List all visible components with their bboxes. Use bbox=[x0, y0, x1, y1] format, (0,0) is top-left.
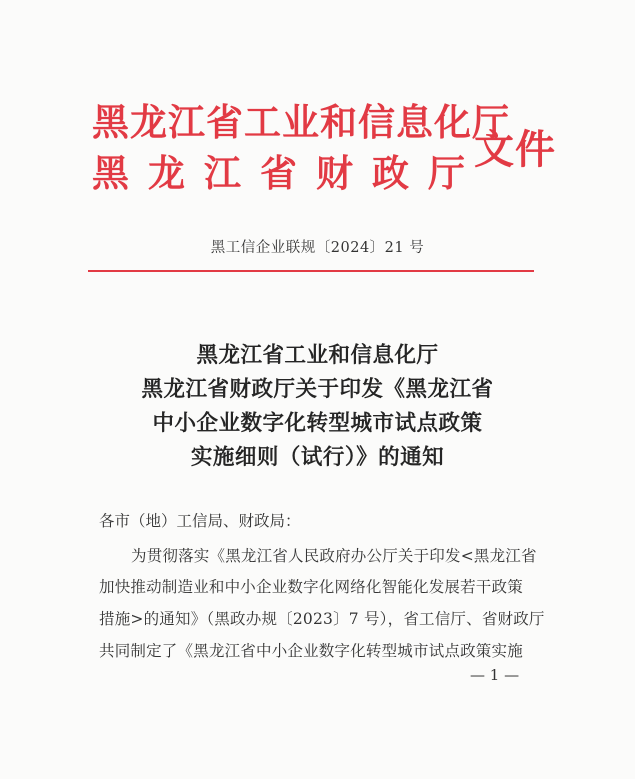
page-number: — 1 — bbox=[470, 666, 520, 684]
issuer-suffix: 文件 bbox=[474, 126, 556, 173]
salutation: 各市（地）工信局、财政局： bbox=[99, 512, 301, 530]
document-number: 黑工信企业联规〔2024〕21 号 bbox=[210, 240, 425, 256]
document-title-line-3: 中小企业数字化转型城市试点政策 bbox=[152, 411, 483, 436]
document-title-line-2: 黑龙江省财政厅关于印发《黑龙江省 bbox=[141, 377, 494, 402]
issuer-line-1: 黑龙江省工业和信息化厅 bbox=[92, 100, 510, 144]
body-paragraph-line-3: 措施>的通知》（黑政办规〔2023〕7 号），省工信厅、省财政厅 bbox=[99, 610, 545, 628]
body-paragraph-line-4: 共同制定了《黑龙江省中小企业数字化转型城市试点政策实施 bbox=[99, 642, 523, 660]
issuer-line-2: 黑龙江省财政厅 bbox=[92, 151, 484, 195]
red-divider-line bbox=[88, 270, 534, 272]
body-paragraph-line-2: 加快推动制造业和中小企业数字化网络化智能化发展若干政策 bbox=[99, 578, 523, 596]
body-paragraph-line-1: 为贯彻落实《黑龙江省人民政府办公厅关于印发<黑龙江省 bbox=[131, 547, 537, 565]
document-title-line-1: 黑龙江省工业和信息化厅 bbox=[196, 343, 439, 368]
document-title-line-4: 实施细则（试行）》的通知 bbox=[190, 445, 445, 470]
